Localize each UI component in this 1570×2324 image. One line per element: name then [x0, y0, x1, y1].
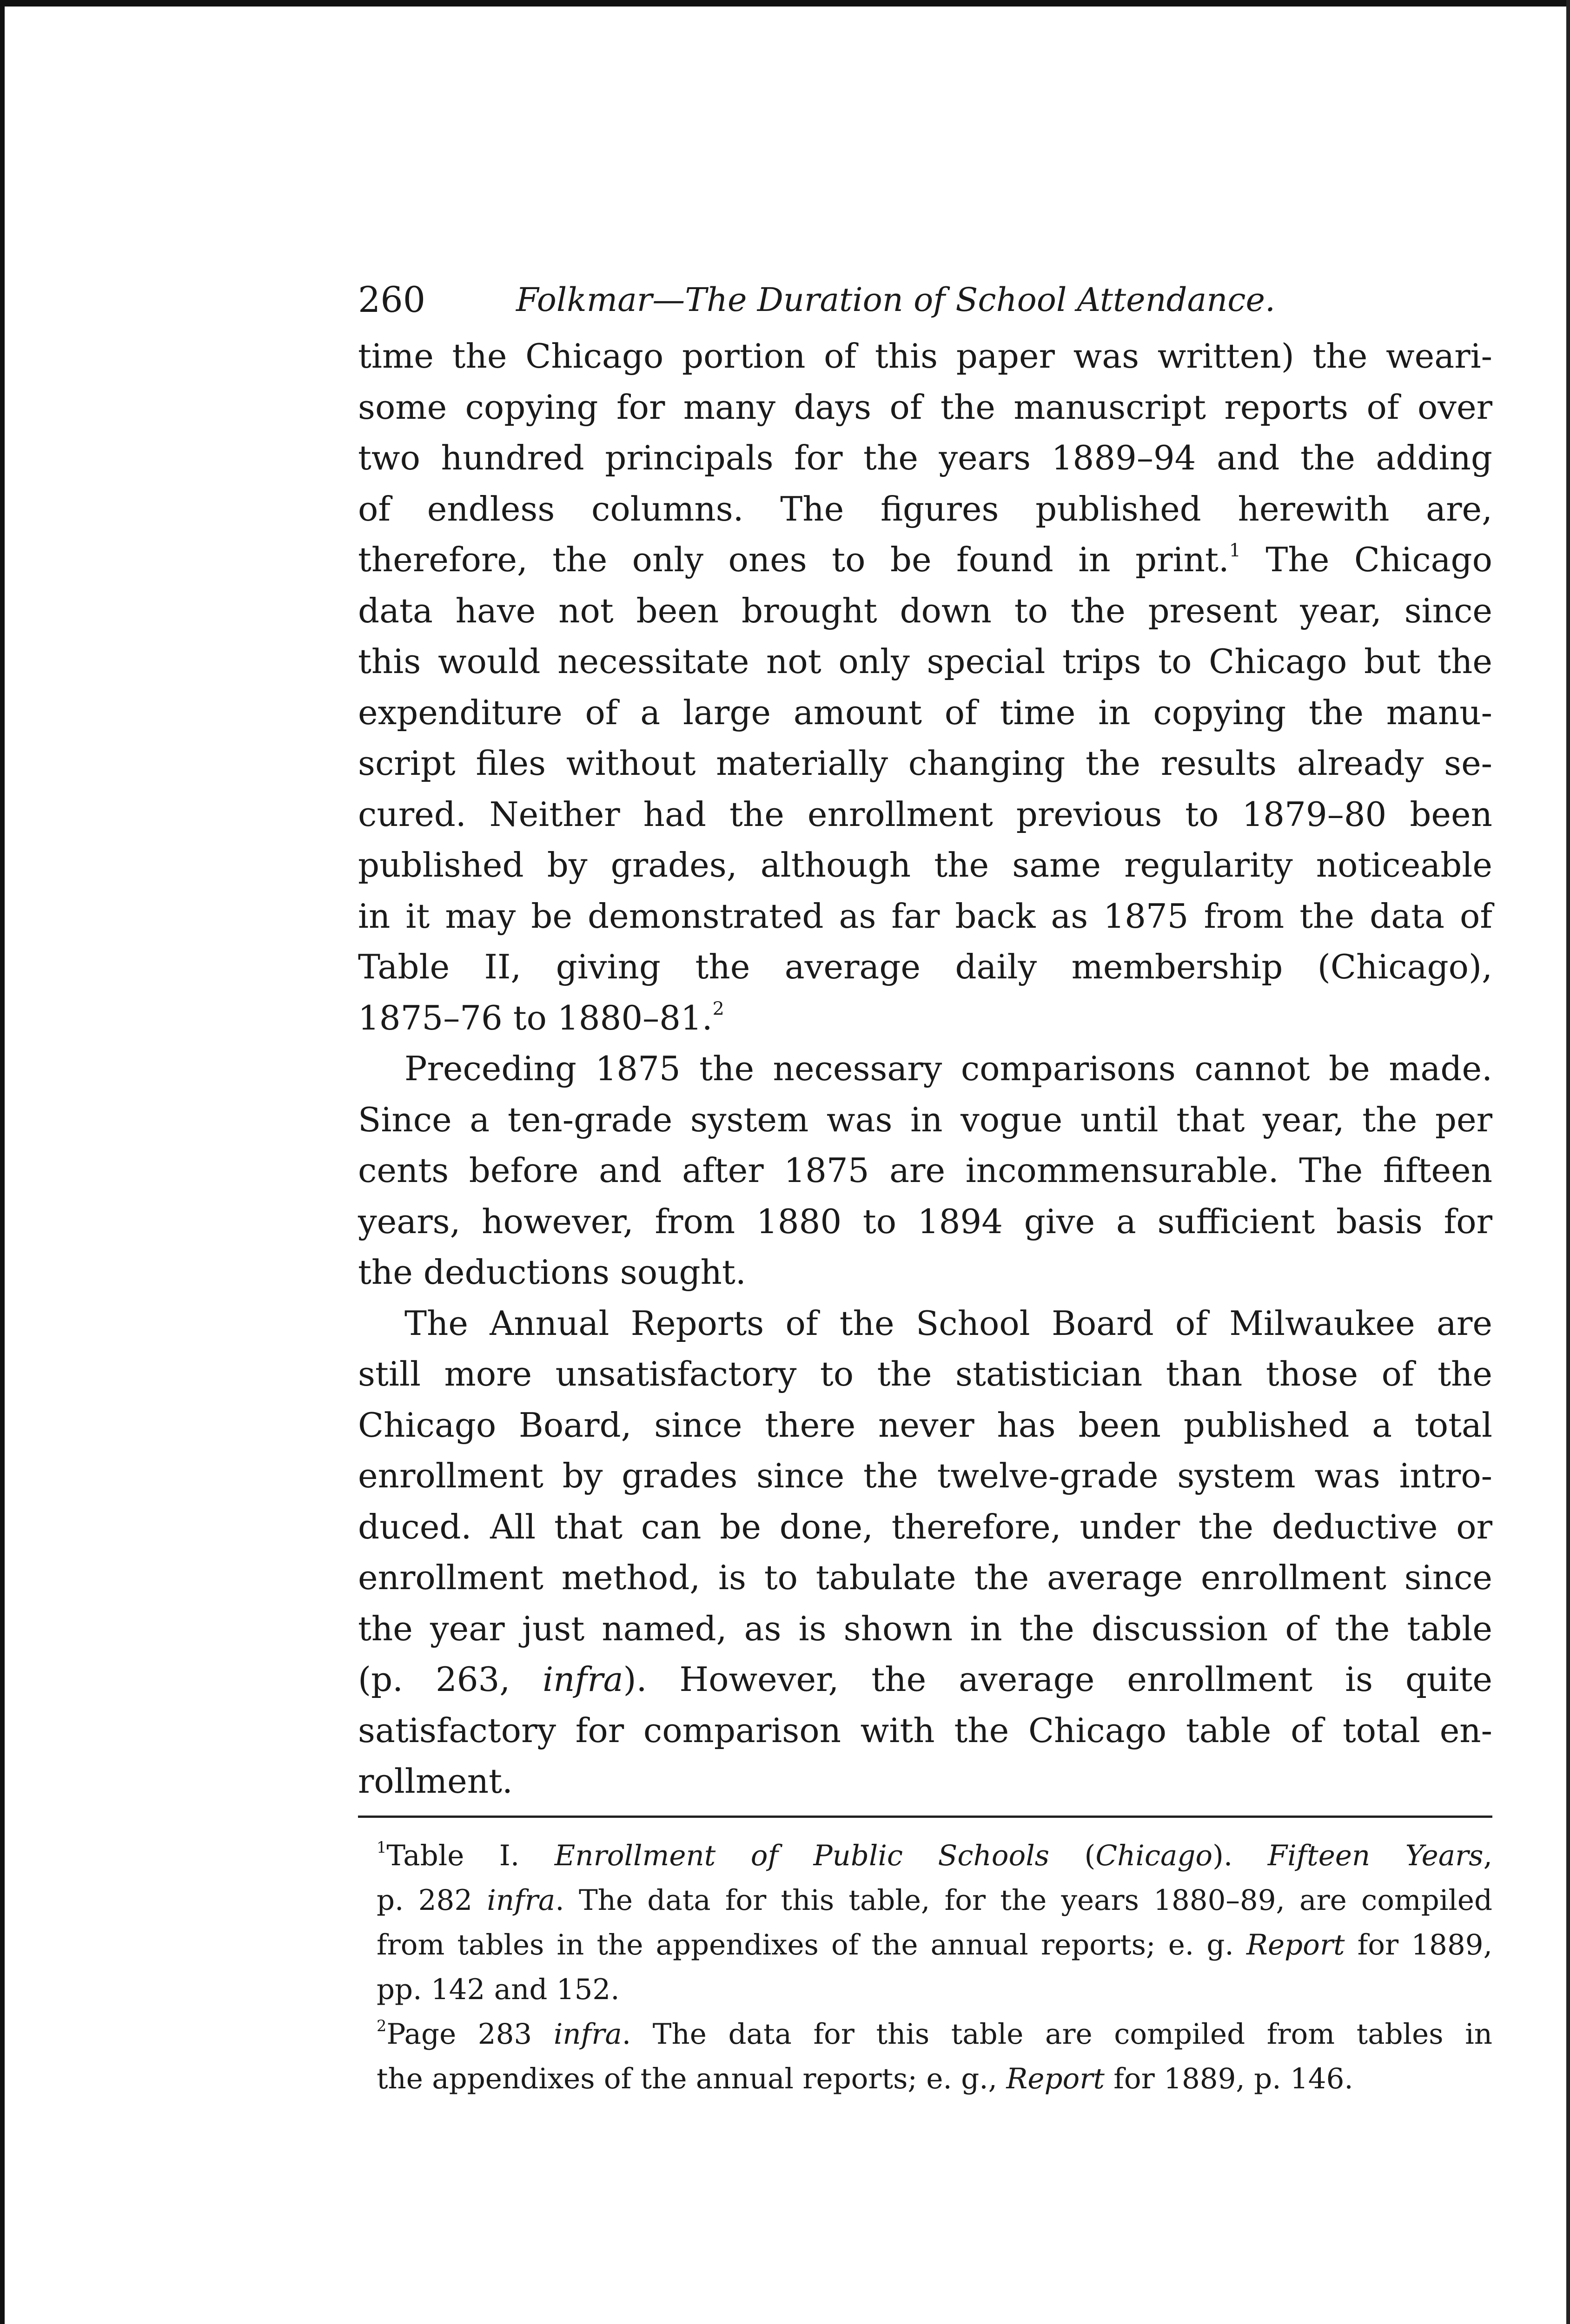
footnote-line	[377, 2057, 1492, 2101]
footnote-italic: Report	[1006, 2062, 1105, 2095]
text-line: enrollment method, is to tabulate the average enrollment since	[358, 1558, 1492, 1597]
footnote-italic: infra	[553, 2017, 622, 2051]
text-line	[358, 1654, 1492, 1705]
paragraph-3	[358, 1298, 1492, 1807]
footnote-1	[377, 1834, 1492, 2012]
footnote-marker: 1	[377, 1838, 387, 1856]
page-number: 260	[358, 279, 426, 320]
body-text	[358, 331, 1492, 1807]
text-line: this would necessitate not only special trips to Chicago but the	[358, 642, 1492, 681]
text-line	[358, 993, 1492, 1044]
text-line: rollment.	[358, 1762, 513, 1801]
text-line: some copying for many days of the manuscript reports of over	[358, 387, 1492, 427]
scan-border-left	[0, 0, 5, 2324]
footnote-divider	[358, 1816, 1492, 1818]
italic-infra: infra	[543, 1660, 623, 1699]
text-line-end: ). However, the average enrollment is quite	[623, 1660, 1492, 1699]
footnote-text: from tables in the appendixes of the annual reports; e. g.	[377, 1928, 1247, 1961]
text-line: Table II, giving the average daily membership (Chicago),	[358, 947, 1492, 986]
text-line: in it may be demonstrated as far back as 1875 from the data of	[358, 896, 1492, 936]
running-head	[358, 274, 1492, 325]
footnotes	[358, 1834, 1492, 2101]
footnote-text: Page 283	[386, 2017, 554, 2051]
text-line: the deductions sought.	[358, 1253, 746, 1292]
footnote-text: p. 282	[377, 1883, 487, 1917]
text-line: of endless columns. The figures published herewith are,	[358, 489, 1492, 528]
text-line: years, however, from 1880 to 1894 give a sufficient basis for	[358, 1202, 1492, 1241]
footnote-text: (	[1049, 1839, 1096, 1872]
text-line: Since a ten-grade system was in vogue until that year, the per	[358, 1100, 1492, 1139]
text-line: script files without materially changing the results already se-	[358, 744, 1492, 783]
text-line: published by grades, although the same regularity noticeable	[358, 845, 1492, 885]
footnote-text: for 1889, p. 146.	[1104, 2062, 1353, 2095]
footnote-text: Table I.	[386, 1839, 555, 1872]
text-line: satisfactory for comparison with the Chicago table of total en-	[358, 1710, 1492, 1750]
footnote-italic: Enrollment of Public Schools	[554, 1839, 1050, 1872]
text-line: expenditure of a large amount of time in copying the manu-	[358, 693, 1492, 732]
footnote-text: . The data for this table, for the years 1880–89, are compiled	[555, 1883, 1492, 1917]
footnote-text: for 1889,	[1345, 1928, 1492, 1961]
text-line: duced. All that can be done, therefore, under the deductive or	[358, 1507, 1492, 1546]
paragraph-1	[358, 331, 1492, 1043]
footnote-text: ).	[1212, 1839, 1268, 1872]
text-line-start: therefore, the only ones to be found in print.	[358, 540, 1229, 579]
footnote-ref-2[interactable]: 2	[712, 997, 724, 1019]
text-line: cured. Neither had the enrollment previous to 1879–80 been	[358, 794, 1492, 834]
footnote-italic: Chicago	[1095, 1839, 1213, 1872]
footnote-line	[377, 1834, 1492, 1878]
text-line-start: 1875–76 to 1880–81.	[358, 998, 713, 1037]
paragraph-2	[358, 1043, 1492, 1298]
text-line-end: The Chicago	[1240, 540, 1492, 579]
footnote-marker: 2	[377, 2016, 387, 2035]
text-line: two hundred principals for the years 1889–94 and the adding	[358, 438, 1492, 477]
footnote-ref-1[interactable]: 1	[1229, 540, 1241, 561]
footnote-2	[377, 2012, 1492, 2101]
footnote-text: the appendixes of the annual reports; e. g.,	[377, 2062, 1007, 2095]
text-line: still more unsatisfactory to the statistician than those of the	[358, 1354, 1492, 1393]
text-line	[358, 535, 1492, 586]
page	[358, 274, 1492, 2101]
text-line: time the Chicago portion of this paper was written) the weari-	[358, 337, 1492, 376]
text-line: The Annual Reports of the School Board of Milwaukee are	[404, 1303, 1492, 1343]
text-line: the year just named, as is shown in the discussion of the table	[358, 1609, 1492, 1648]
scan-border-top	[0, 0, 1570, 7]
footnote-line	[377, 2012, 1492, 2057]
text-line: enrollment by grades since the twelve-grade system was intro-	[358, 1456, 1492, 1495]
footnote-italic: Report	[1246, 1928, 1345, 1961]
footnote-line	[377, 1923, 1492, 1967]
footnote-text: . The data for this table are compiled from tables in	[622, 2017, 1493, 2051]
footnote-italic: infra	[487, 1883, 556, 1917]
footnote-text: ,	[1483, 1839, 1492, 1872]
scan-border-right	[1566, 0, 1570, 2324]
text-line: cents before and after 1875 are incommensurable. The fifteen	[358, 1151, 1492, 1190]
footnote-line: pp. 142 and 152.	[377, 1973, 620, 2006]
running-head-title: Folkmar—The Duration of School Attendance.	[516, 281, 1276, 319]
text-line: Chicago Board, since there never has been published a total	[358, 1405, 1492, 1445]
text-line: Preceding 1875 the necessary comparisons cannot be made.	[404, 1049, 1492, 1088]
text-line: data have not been brought down to the present year, since	[358, 591, 1492, 630]
text-line-start: (p. 263,	[358, 1660, 543, 1699]
footnote-line	[377, 1878, 1492, 1923]
footnote-italic: Fifteen Years	[1267, 1839, 1484, 1872]
